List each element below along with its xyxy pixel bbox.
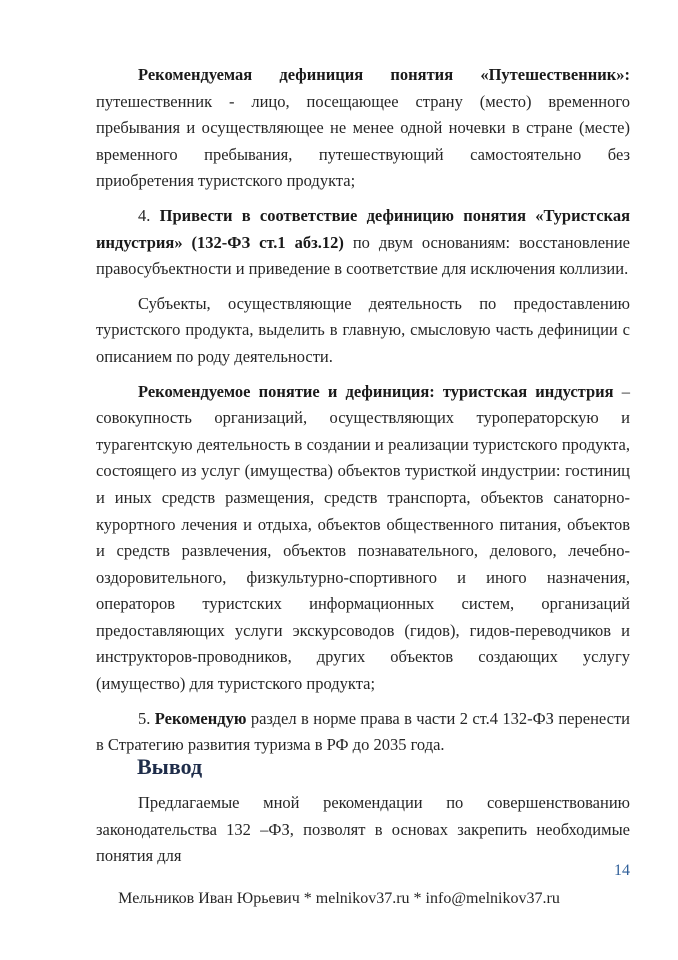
paragraph-bold: Рекомендую	[154, 708, 247, 728]
paragraph-bold: Рекомендуемое понятие и дефиниция: туристская индустрия	[138, 381, 614, 401]
conclusion-paragraph: Предлагаемые мной рекомендации по совершенствованию законодательства 132 –ФЗ, позволят в основах закрепить необходимые понятия для	[96, 793, 630, 866]
paragraph-text: путешественник - лицо, посещающее страну (место) временного пребывания и осуществляющее не менее одной ночевки в стране (месте) временного пребывания, путешествующий самостоятельно без приобретения туристского продукта;	[96, 91, 630, 191]
paragraph-item-4	[96, 203, 630, 283]
item-number: 5.	[138, 708, 155, 728]
paragraph-text: – совокупность организаций, осуществляющих туроператорскую и турагентскую деятельность в создании и реализации туристского продукта, состоящего из услуг (имущества) объектов туристкой индустрии: гостиниц и иных средств размещения, средств транспорта, объектов санаторно-курортного лечения и отдыха, объектов общественного питания, объектов и средств развлечения, объектов познавательного, делового, лечебно-оздоровительного, физкультурно-спортивного и иного назначения, операторов туристских информационных систем, организаций предоставляющих услуги экскурсоводов (гидов), гидов-переводчиков и инструкторов-проводников, других объектов создающих услугу (имущество) для туристского продукта;	[96, 381, 630, 694]
paragraph-subjects	[96, 291, 630, 371]
page-number: 14	[614, 862, 630, 879]
paragraph-text: раздел в норме права в части 2 ст.4 132-ФЗ перенести в Стратегию развития туризма в РФ до 2035 года.	[96, 708, 630, 755]
conclusion-block	[96, 790, 630, 870]
item-number: 4.	[138, 205, 160, 225]
paragraph-text: Субъекты, осуществляющие деятельность по предоставлению туристского продукта, выделить в главную, смысловую часть дефиниции с описанием по роду деятельности.	[96, 293, 630, 366]
paragraph-text: по двум основаниям: восстановление правосубъектности и приведение в соответствие для исключения коллизии.	[96, 232, 630, 279]
paragraph-bold: Привести в соответствие дефиницию понятия «Туристская индустрия» (132-ФЗ ст.1 абз.12)	[96, 205, 630, 252]
paragraph-traveler-definition	[96, 62, 630, 195]
section-heading: Вывод	[137, 754, 203, 779]
page-footer: Мельников Иван Юрьевич * melnikov37.ru * info@melnikov37.ru	[118, 890, 560, 907]
paragraph-bold: Рекомендуемая дефиниция понятия «Путешественник»:	[138, 65, 630, 84]
body-text	[96, 62, 630, 759]
paragraph-industry-definition	[96, 379, 630, 698]
paragraph-item-5	[96, 706, 630, 759]
